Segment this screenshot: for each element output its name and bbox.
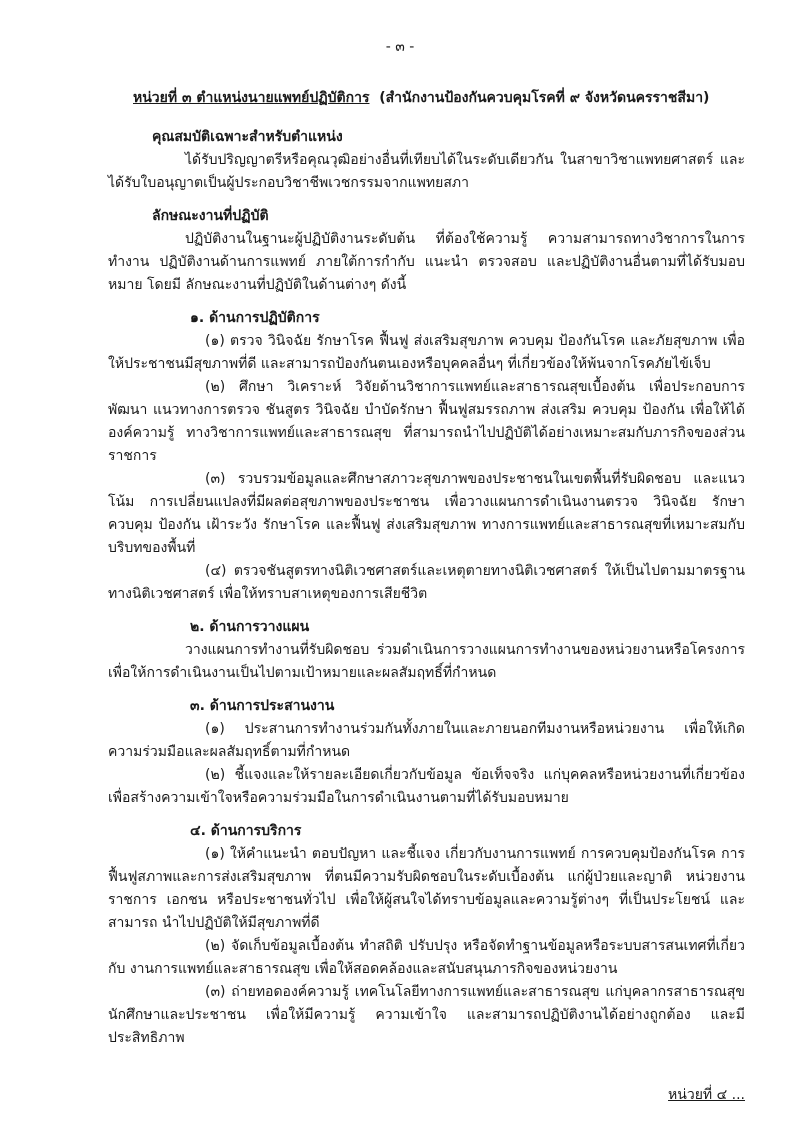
section-heading: คุณสมบัติเฉพาะสำหรับตำแหน่ง xyxy=(152,129,343,145)
continuation-marker: หน่วยที่ ๔ ... xyxy=(668,1087,745,1103)
paragraph-line: (๑) ตรวจ วินิจฉัย รักษาโรค ฟื้นฟู ส่งเสริมสุขภาพ ควบคุม ป้องกันโรค และภัยสุขภาพ xyxy=(205,333,718,349)
duty-item xyxy=(108,330,745,376)
paragraph-line: ได้รับปริญญาตรีหรือคุณวุฒิอย่างอื่นที่เทียบได้ในระดับเดียวกัน ในสาขาวิชาแพทยศาสตร์ และ xyxy=(185,152,745,168)
duty-item xyxy=(108,376,745,468)
duties-paragraph xyxy=(108,228,745,297)
page-number: - ๓ - xyxy=(385,39,415,55)
paragraph-line: นักศึกษาและประชาชน เพื่อให้มีความรู้ ความเข้าใจ และสามารถปฏิบัติงานได้อย่างถูกต้อง และมีประสิทธิภาพ xyxy=(108,1007,745,1046)
paragraph-line: (๒) จัดเก็บข้อมูลเบื้องต้น ทำสถิติ ปรับปรุง หรือจัดทำฐานข้อมูลหรือระบบสารสนเทศที่เกี่ยวกับ xyxy=(108,938,745,977)
duty-item xyxy=(108,718,745,764)
paragraph-line: ราชการ เอกชน หรือประชาชนทั่วไป เพื่อให้ผู้สนใจได้ทราบข้อมูลและความรู้ต่างๆ ที่เป็นประโยชน์ และสามารถ xyxy=(108,892,745,931)
paragraph-line: นำไปปฏิบัติให้มีสุขภาพที่ดี xyxy=(161,915,320,931)
subsection-heading: ๔. ด้านการบริการ xyxy=(190,823,302,839)
paragraph-line: วางแผนการทำงานที่รับผิดชอบ ร่วมดำเนินการวางแผนการทำงานของหน่วยงานหรือโครงการ xyxy=(185,642,745,658)
paragraph-line: (๑) ให้คำแนะนำ ตอบปัญหา และชี้แจง เกี่ยวกับงานการแพทย์ การควบคุมป้องกันโรค xyxy=(205,846,716,862)
paragraph-line: ลักษณะงานที่ปฏิบัติในด้านต่างๆ ดังนี้ xyxy=(185,277,407,293)
paragraph-line: (๑) ประสานการทำงานร่วมกันทั้งภายในและภายนอกทีมงานหรือหน่วยงาน เพื่อให้เกิด xyxy=(205,721,745,737)
paragraph-line: เฝ้าระวัง รักษาโรค และฟื้นฟู ส่งเสริมสุขภาพ ทางการแพทย์และสาธารณสุขที่เหมาะสมกับบริบทของพื้นที่ xyxy=(108,517,745,556)
duty-item xyxy=(108,764,745,810)
duty-item xyxy=(108,560,745,606)
document-body xyxy=(108,126,745,1050)
paragraph-line: (๓) รวบรวมข้อมูลและศึกษาสภาวะสุขภาพของประชาชนในเขตพื้นที่รับผิดชอบ และแนวโน้ม xyxy=(108,471,745,510)
duty-item xyxy=(108,981,745,1050)
continuation-row xyxy=(108,1084,745,1107)
paragraph-line: ปฏิบัติงานด้านการแพทย์ ภายใต้การกำกับ แนะนำ ตรวจสอบ และปฏิบัติงานอื่นตามที่ได้รับมอบหมาย โดยมี xyxy=(108,254,746,293)
duty-item xyxy=(108,843,745,935)
duty-item xyxy=(108,935,745,981)
unit-title: หน่วยที่ ๓ ตำแหน่งนายแพทย์ปฏิบัติการ xyxy=(133,90,370,106)
paragraph-line: เพื่อสร้างความเข้าใจหรือความร่วมมือในการดำเนินงานตามที่ได้รับมอบหมาย xyxy=(108,790,569,806)
qualifications-paragraph xyxy=(108,149,745,195)
subsection-heading: ๒. ด้านการวางแผน xyxy=(190,619,310,635)
paragraph-line: (๒) ศึกษา วิเคราะห์ วิจัยด้านวิชาการแพทย์และสาธารณสุขเบื้องต้น เพื่อประกอบการพัฒนา xyxy=(108,379,745,418)
paragraph-line: การเปลี่ยนแปลงที่มีผลต่อสุขภาพของประชาชน เพื่อวางแผนการดำเนินงานตรวจ วินิจฉัย รักษา ควบคุม ป้องกัน xyxy=(108,494,746,533)
section-heading: ลักษณะงานที่ปฏิบัติ xyxy=(152,208,269,224)
paragraph-line: ทางนิติเวชศาสตร์ เพื่อให้ทราบสาเหตุของการเสียชีวิต xyxy=(108,586,428,602)
paragraph-line: เพื่อให้การดำเนินงานเป็นไปตามเป้าหมายและผลสัมฤทธิ์ที่กำหนด xyxy=(108,665,497,681)
subsection-heading: ๓. ด้านการประสานงาน xyxy=(190,698,335,714)
paragraph-line: ได้รับใบอนุญาตเป็นผู้ประกอบวิชาชีพเวชกรรมจากแพทยสภา xyxy=(108,175,469,191)
paragraph-line: เพื่อให้ประชาชนมีสุขภาพที่ดี และสามารถป้องกันตนเองหรือบุคคลอื่นๆ ที่เกี่ยวข้องให้พ้นจากโรคภัยไข้เจ็บ xyxy=(108,333,745,372)
paragraph-line: ทางวิชาการแพทย์และสาธารณสุข ที่สามารถนำไปปฏิบัติได้อย่างเหมาะสมกับภารกิจของส่วนราชการ xyxy=(108,425,746,464)
subsection-heading: ๑. ด้านการปฏิบัติการ xyxy=(190,310,320,326)
paragraph-line: (๔) ตรวจชันสูตรทางนิติเวชศาสตร์และเหตุตายทางนิติเวชศาสตร์ ให้เป็นไปตามมาตรฐาน xyxy=(205,563,745,579)
agency-name: (สำนักงานป้องกันควบคุมโรคที่ ๙ จังหวัดนครราชสีมา) xyxy=(379,90,710,106)
paragraph-line: (๓) ถ่ายทอดองค์ความรู้ เทคโนโลยีทางการแพทย์และสาธารณสุข แก่บุคลากรสาธารณสุข xyxy=(205,984,745,1000)
document-title xyxy=(133,87,745,110)
duty-item xyxy=(108,468,745,560)
paragraph-line: ปฏิบัติงานในฐานะผู้ปฏิบัติงานระดับต้น ที่ต้องใช้ความรู้ ความสามารถทางวิชาการในการทำงาน xyxy=(108,231,745,270)
paragraph-line: แนวทางการตรวจ ชันสูตร วินิจฉัย บำบัดรักษา ฟื้นฟูสมรรถภาพ ส่งเสริม ควบคุม ป้องกัน เพื่อให้ได้องค์ความรู้ xyxy=(108,402,745,441)
paragraph-line: ความร่วมมือและผลสัมฤทธิ์ตามที่กำหนด xyxy=(108,744,351,760)
duty-item xyxy=(108,639,745,685)
paragraph-line: งานการแพทย์และสาธารณสุข เพื่อให้สอดคล้องและสนับสนุนภารกิจของหน่วยงาน xyxy=(129,961,618,977)
paragraph-line: (๒) ชี้แจงและให้รายละเอียดเกี่ยวกับข้อมูล ข้อเท็จจริง แก่บุคคลหรือหน่วยงานที่เกี่ยวข้อง xyxy=(205,767,745,783)
paragraph-line: การฟื้นฟูสภาพและการส่งเสริมสุขภาพ ที่ตนมีความรับผิดชอบในระดับเบื้องต้น แก่ผู้ป่วยและญาติ หน่วยงาน xyxy=(108,846,745,885)
